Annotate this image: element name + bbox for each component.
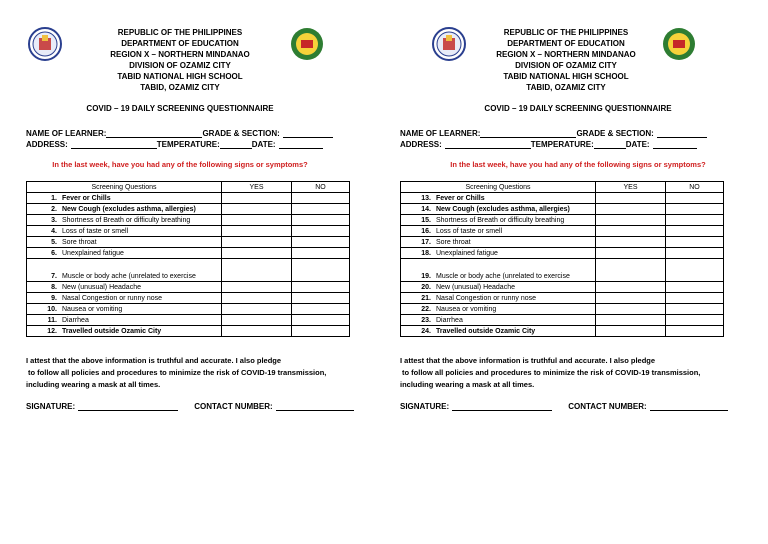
header-line: REPUBLIC OF THE PHILIPPINES	[503, 28, 629, 37]
grade-label: GRADE & SECTION:	[576, 129, 654, 138]
yes-cell[interactable]	[222, 226, 292, 237]
row-question: Unexplained fatigue	[62, 249, 124, 257]
no-cell[interactable]	[666, 193, 724, 204]
yes-cell[interactable]	[222, 293, 292, 304]
row-number: 9.	[51, 294, 57, 302]
contact-label: CONTACT NUMBER:	[194, 402, 273, 411]
yes-cell[interactable]	[222, 193, 292, 204]
header-line: TABID NATIONAL HIGH SCHOOL	[503, 72, 629, 81]
row-number: 14.	[421, 205, 431, 213]
yes-cell[interactable]	[222, 215, 292, 226]
header-line: DIVISION OF OZAMIZ CITY	[515, 61, 617, 70]
row-number: 24.	[421, 327, 431, 335]
header-line: TABID NATIONAL HIGH SCHOOL	[117, 72, 243, 81]
no-cell[interactable]	[666, 226, 724, 237]
row-number: 8.	[51, 283, 57, 291]
row-number: 6.	[51, 249, 57, 257]
row-question: Loss of taste or smell	[436, 227, 503, 235]
name-label: NAME OF LEARNER:	[26, 129, 107, 138]
table-row	[401, 326, 724, 337]
attestation	[26, 355, 326, 391]
no-cell[interactable]	[666, 315, 724, 326]
table-row	[401, 248, 724, 259]
signature-field[interactable]	[452, 401, 552, 411]
grade-label: GRADE & SECTION:	[202, 129, 280, 138]
yes-cell[interactable]	[222, 259, 292, 282]
address-label: ADDRESS:	[400, 140, 442, 149]
no-cell[interactable]	[666, 326, 724, 337]
col-questions: Screening Questions	[27, 182, 222, 193]
table-row	[27, 204, 350, 215]
form-title: COVID – 19 DAILY SCREENING QUESTIONNAIRE	[86, 104, 274, 113]
address-field[interactable]	[71, 139, 157, 149]
attest-line: including wearing a mask at all times.	[400, 380, 535, 389]
no-cell[interactable]	[292, 215, 350, 226]
row-number: 10.	[47, 305, 57, 313]
row-number: 2.	[51, 205, 57, 213]
row-number: 3.	[51, 216, 57, 224]
row-number: 15.	[421, 216, 431, 224]
table-row	[27, 304, 350, 315]
no-cell[interactable]	[666, 304, 724, 315]
yes-cell[interactable]	[222, 204, 292, 215]
row-question: Travelled outside Ozamic City	[62, 327, 162, 335]
signature-line	[26, 401, 354, 411]
table-row	[27, 315, 350, 326]
table-row	[27, 226, 350, 237]
row-question: Nausea or vomiting	[436, 305, 497, 313]
name-grade-line	[26, 128, 333, 138]
no-cell[interactable]	[292, 226, 350, 237]
no-cell[interactable]	[666, 259, 724, 282]
row-question: Nausea or vomiting	[62, 305, 123, 313]
contact-field[interactable]	[276, 401, 354, 411]
yes-cell[interactable]	[596, 315, 666, 326]
no-cell[interactable]	[292, 282, 350, 293]
table-row	[27, 248, 350, 259]
row-number: 19.	[421, 273, 431, 280]
attest-line: I attest that the above information is truthful and accurate. I also pledge	[400, 356, 656, 365]
row-question: Loss of taste or smell	[62, 227, 129, 235]
yes-cell[interactable]	[596, 293, 666, 304]
address-line	[26, 139, 323, 149]
no-cell[interactable]	[292, 204, 350, 215]
yes-cell[interactable]	[596, 282, 666, 293]
screening-table	[400, 181, 724, 337]
row-number: 21.	[421, 294, 431, 302]
row-question: New (unusual) Headache	[62, 283, 141, 291]
table-row	[401, 215, 724, 226]
grade-field[interactable]	[657, 128, 707, 138]
signature-label: SIGNATURE:	[26, 402, 76, 411]
row-question: Nasal Congestion or runny nose	[62, 294, 163, 302]
no-cell[interactable]	[292, 259, 350, 282]
yes-cell[interactable]	[596, 304, 666, 315]
date-field[interactable]	[653, 139, 697, 149]
row-number: 17.	[421, 238, 431, 246]
temperature-field[interactable]	[220, 139, 252, 149]
no-cell[interactable]	[666, 293, 724, 304]
address-label: ADDRESS:	[26, 140, 68, 149]
row-number: 11.	[47, 316, 57, 324]
table-row	[27, 259, 350, 282]
col-no: NO	[666, 182, 724, 193]
table-row	[27, 326, 350, 337]
yes-cell[interactable]	[222, 237, 292, 248]
school-header	[374, 27, 758, 93]
no-cell[interactable]	[666, 237, 724, 248]
header-line: DEPARTMENT OF EDUCATION	[507, 39, 625, 48]
yes-cell[interactable]	[596, 215, 666, 226]
no-cell[interactable]	[292, 293, 350, 304]
no-cell[interactable]	[666, 282, 724, 293]
row-number: 13.	[421, 194, 431, 202]
date-label: DATE:	[251, 140, 276, 149]
yes-cell[interactable]	[596, 259, 666, 282]
temperature-label: TEMPERATURE:	[530, 140, 594, 149]
table-row	[401, 282, 724, 293]
table-row	[401, 193, 724, 204]
col-questions: Screening Questions	[401, 182, 596, 193]
temperature-field[interactable]	[594, 139, 626, 149]
table-row	[401, 226, 724, 237]
header-line: TABID, OZAMIZ CITY	[140, 83, 220, 92]
table-row	[401, 315, 724, 326]
header-line: REGION X – NORTHERN MINDANAO	[496, 50, 636, 59]
table-row	[401, 237, 724, 248]
screening-table	[26, 181, 350, 337]
yes-cell[interactable]	[222, 304, 292, 315]
yes-cell[interactable]	[596, 193, 666, 204]
date-label: DATE:	[625, 140, 650, 149]
date-field[interactable]	[279, 139, 323, 149]
table-row	[401, 304, 724, 315]
name-field[interactable]	[480, 128, 576, 138]
row-question: Muscle or body ache (unrelated to exercise	[62, 273, 196, 280]
table-row	[401, 259, 724, 282]
row-question: Sore throat	[62, 238, 97, 246]
yes-cell[interactable]	[596, 248, 666, 259]
yes-cell[interactable]	[596, 204, 666, 215]
yes-cell[interactable]	[222, 282, 292, 293]
no-cell[interactable]	[292, 237, 350, 248]
no-cell[interactable]	[292, 248, 350, 259]
row-question: New (unusual) Headache	[436, 283, 515, 291]
symptom-question: In the last week, have you had any of the following signs or symptoms?	[450, 160, 706, 169]
row-question: Travelled outside Ozamic City	[436, 327, 536, 335]
row-question: Fever or Chills	[62, 194, 111, 202]
yes-cell[interactable]	[596, 226, 666, 237]
signature-line	[400, 401, 728, 411]
table-row	[27, 193, 350, 204]
address-field[interactable]	[445, 139, 531, 149]
name-field[interactable]	[106, 128, 202, 138]
contact-label: CONTACT NUMBER:	[568, 402, 647, 411]
row-number: 20.	[421, 283, 431, 291]
form-title: COVID – 19 DAILY SCREENING QUESTIONNAIRE	[484, 104, 672, 113]
row-question: Shortness of Breath or difficulty breathing	[62, 216, 191, 224]
row-question: New Cough (excludes asthma, allergies)	[62, 205, 196, 213]
yes-cell[interactable]	[222, 248, 292, 259]
table-row	[27, 282, 350, 293]
attestation	[400, 355, 700, 391]
row-question: Shortness of Breath or difficulty breathing	[436, 216, 565, 224]
attest-line: I attest that the above information is truthful and accurate. I also pledge	[26, 356, 282, 365]
row-question: Muscle or body ache (unrelated to exercise	[436, 273, 570, 280]
table-row	[401, 293, 724, 304]
attest-line: to follow all policies and procedures to minimize the risk of COVID-19 transmission,	[402, 368, 701, 377]
address-line	[400, 139, 697, 149]
row-number: 7.	[51, 273, 57, 280]
row-number: 23.	[421, 316, 431, 324]
row-number: 16.	[421, 227, 431, 235]
row-number: 1.	[51, 194, 57, 202]
row-number: 4.	[51, 227, 57, 235]
col-yes: YES	[596, 182, 666, 193]
row-question: Unexplained fatigue	[436, 249, 498, 257]
row-number: 12.	[47, 327, 57, 335]
no-cell[interactable]	[292, 193, 350, 204]
name-grade-line	[400, 128, 707, 138]
header-line: DIVISION OF OZAMIZ CITY	[129, 61, 231, 70]
signature-field[interactable]	[78, 401, 178, 411]
contact-field[interactable]	[650, 401, 728, 411]
header-line: REPUBLIC OF THE PHILIPPINES	[117, 28, 243, 37]
grade-field[interactable]	[283, 128, 333, 138]
col-no: NO	[292, 182, 350, 193]
no-cell[interactable]	[666, 248, 724, 259]
row-question: Fever or Chills	[436, 194, 485, 202]
header-line: REGION X – NORTHERN MINDANAO	[110, 50, 250, 59]
attest-line: including wearing a mask at all times.	[26, 380, 161, 389]
row-number: 18.	[421, 249, 431, 257]
temperature-label: TEMPERATURE:	[156, 140, 220, 149]
name-label: NAME OF LEARNER:	[400, 129, 481, 138]
no-cell[interactable]	[666, 204, 724, 215]
screening-form-right	[374, 0, 758, 544]
attest-line: to follow all policies and procedures to minimize the risk of COVID-19 transmission,	[28, 368, 327, 377]
symptom-question: In the last week, have you had any of the following signs or symptoms?	[52, 160, 308, 169]
school-header	[0, 27, 372, 93]
no-cell[interactable]	[292, 326, 350, 337]
header-line: TABID, OZAMIZ CITY	[526, 83, 606, 92]
yes-cell[interactable]	[222, 326, 292, 337]
no-cell[interactable]	[292, 304, 350, 315]
row-question: Nasal Congestion or runny nose	[436, 294, 537, 302]
col-yes: YES	[222, 182, 292, 193]
table-row	[27, 215, 350, 226]
table-row	[27, 237, 350, 248]
row-number: 5.	[51, 238, 57, 246]
row-question: Sore throat	[436, 238, 471, 246]
no-cell[interactable]	[292, 315, 350, 326]
yes-cell[interactable]	[222, 315, 292, 326]
row-question: New Cough (excludes asthma, allergies)	[436, 205, 570, 213]
table-row	[401, 204, 724, 215]
header-line: DEPARTMENT OF EDUCATION	[121, 39, 239, 48]
yes-cell[interactable]	[596, 326, 666, 337]
row-number: 22.	[421, 305, 431, 313]
yes-cell[interactable]	[596, 237, 666, 248]
no-cell[interactable]	[666, 215, 724, 226]
row-question: Diarrhea	[62, 316, 89, 324]
row-question: Diarrhea	[436, 316, 463, 324]
table-row	[27, 293, 350, 304]
signature-label: SIGNATURE:	[400, 402, 450, 411]
